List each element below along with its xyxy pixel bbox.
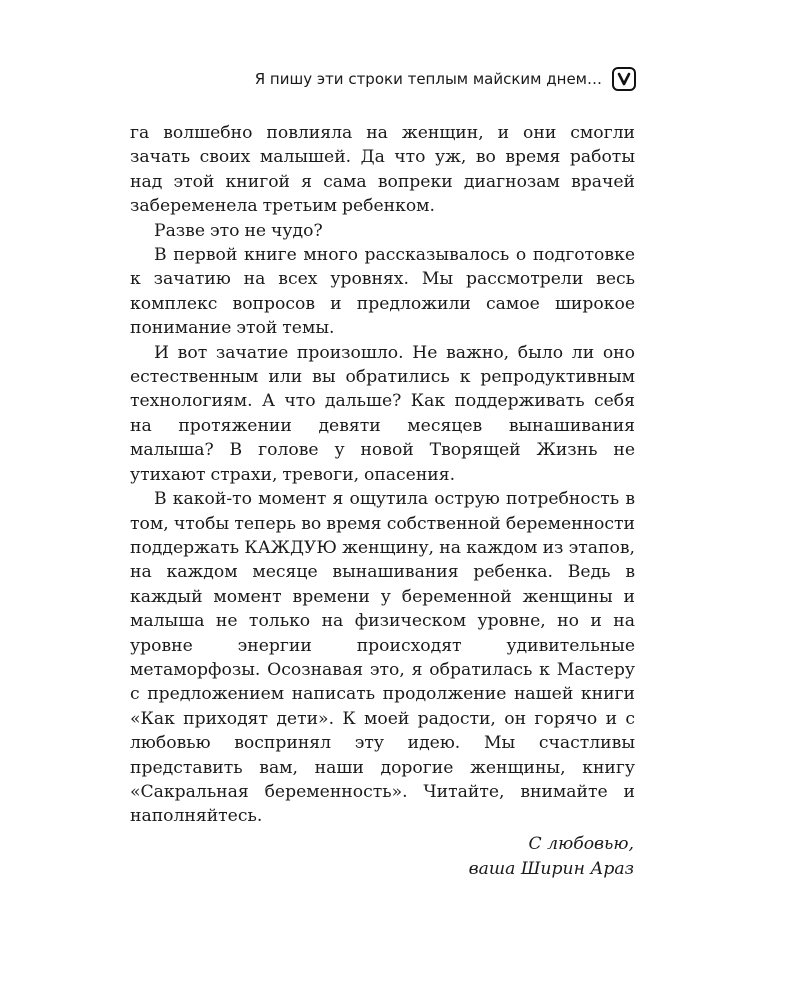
- signature: [469, 832, 634, 882]
- running-header-title: Я пишу эти строки теплым майским днем…: [254, 70, 602, 88]
- checkmark-icon: [612, 67, 636, 91]
- running-header: [255, 64, 636, 94]
- checkmark-icon-glyph: [617, 72, 631, 86]
- body-text: [130, 121, 635, 829]
- paragraph-2: Разве это не чудо?: [154, 220, 323, 241]
- signature-author: ваша Ширин Араз: [468, 859, 634, 879]
- paragraph-5: В какой-то момент я ощутила острую потребность в том, чтобы теперь во время собственной беременности поддержать КАЖДУЮ женщину, на каждом из этапов, на каждом месяце вынашивания ребенка. Ведь в каждый момент времени у беременной женщины и малыша не только на физическом уровне, но и на уровне энергии происходят удивительные метаморфозы. Осознавая это, я обратилась к Мастеру с предложением написать продолжение нашей книги «Как приходят дети». К моей радости, он горячо и с любовью воспринял эту идею. Мы счастливы представить вам, наши дорогие женщины, книгу «Сакральная беременность». Читайте, внимайте и наполняйтесь.: [130, 489, 635, 827]
- paragraph-4: И вот зачатие произошло. Не важно, было ли оно естественным или вы обратились к репродуктивным технологиям. А что дальше? Как поддерживать себя на протяжении девяти месяцев вынашивания малыша? В голове у новой Творящей Жизнь не утихают страхи, тревоги, опасения.: [130, 342, 635, 485]
- paragraph-1: га волшебно повлияла на женщин, и они смогли зачать своих малышей. Да что уж, во время работы над этой книгой я сама вопреки диагнозам врачей забеременела третьим ребенком.: [130, 123, 635, 217]
- paragraph-3: В первой книге много рассказывалось о подготовке к зачатию на всех уровнях. Мы рассмотрели весь комплекс вопросов и предложили самое широкое понимание этой темы.: [130, 245, 635, 339]
- signature-closing: С любовью,: [528, 834, 634, 854]
